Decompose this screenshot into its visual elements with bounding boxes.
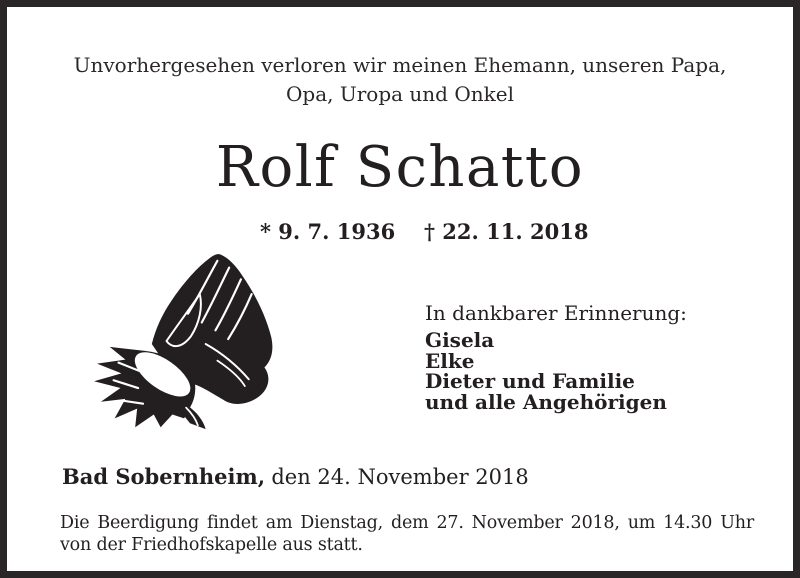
mourner-name: Elke [425, 348, 475, 373]
notice-date: den 24. November 2018 [271, 465, 529, 489]
praying-hands-icon [91, 251, 289, 437]
funeral-info-text: Die Beerdigung findet am Dienstag, dem 27. November 2018, um 14.30 Uhr von der Friedhofskapelle aus statt. [60, 513, 754, 555]
birth-date: * 9. 7. 1936 [260, 219, 396, 244]
intro-line: Opa, Uropa und Onkel [286, 82, 514, 106]
intro-text [7, 51, 793, 109]
mourner-name: und alle Angehörigen [425, 389, 667, 414]
place-name: Bad Sobernheim, [62, 464, 266, 489]
mourner-name: Gisela [425, 328, 495, 352]
mourner-name: Dieter und Familie [425, 369, 635, 393]
death-date: † 22. 11. 2018 [424, 219, 589, 244]
remembrance-block [425, 301, 687, 412]
place-date-line [62, 464, 529, 490]
deceased-name: Rolf Schatto [215, 135, 585, 200]
intro-line: Unvorhergesehen verloren wir meinen Ehemann, unseren Papa, [73, 53, 727, 77]
remembrance-heading: In dankbarer Erinnerung: [425, 301, 687, 325]
